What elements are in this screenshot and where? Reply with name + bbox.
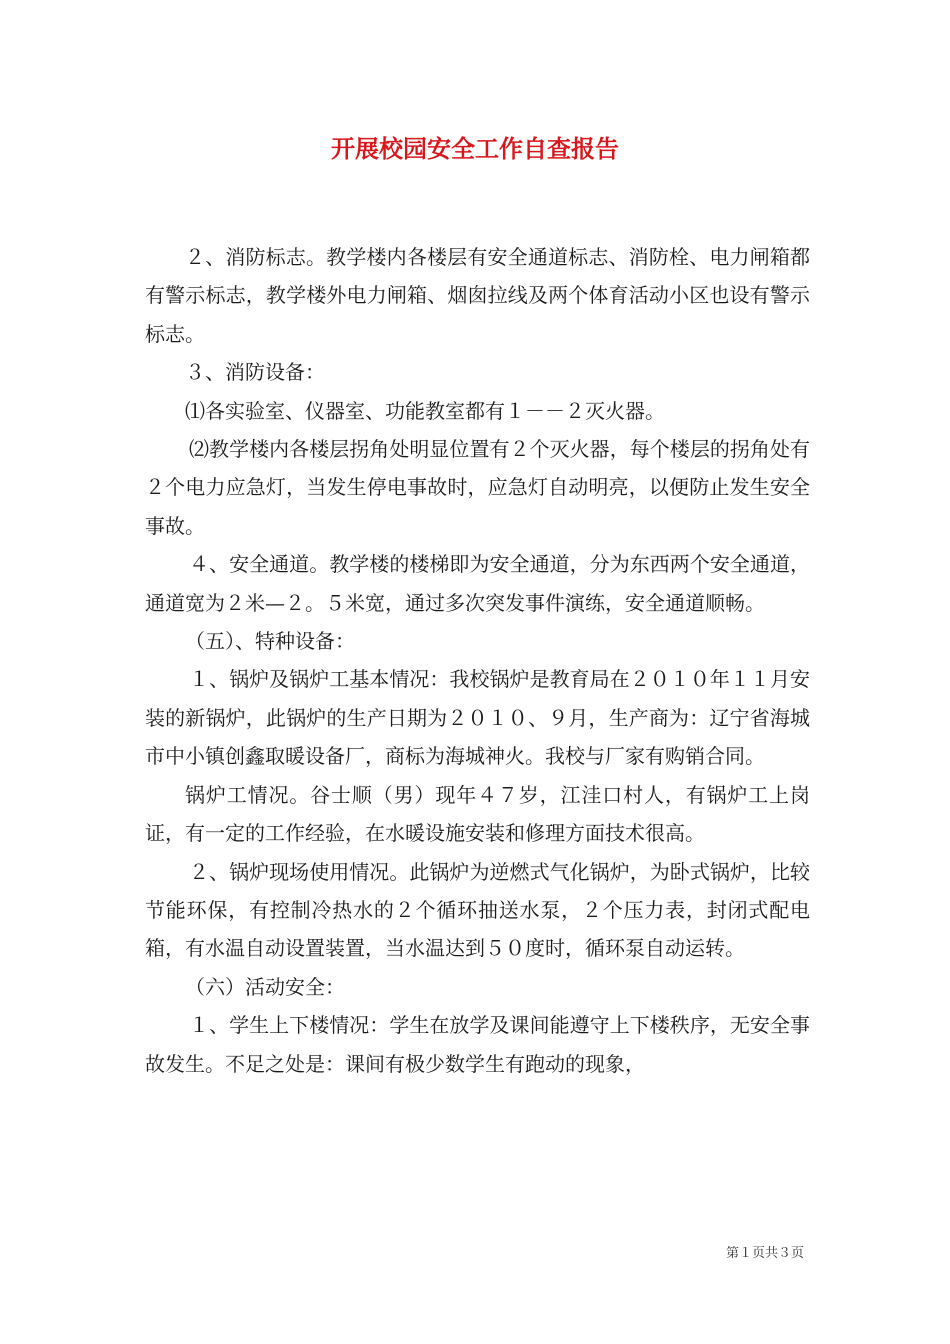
paragraph-fire-signs: ２、消防标志。教学楼内各楼层有安全通道标志、消防栓、电力闸箱都有警示标志，教学楼外电力闸箱、烟囱拉线及两个体育活动小区也设有警示标志。: [145, 245, 810, 346]
paragraph-extinguishers-floors: ⑵教学楼内各楼层拐角处明显位置有２个灭火器，每个楼层的拐角处有２个电力应急灯，当发生停电事故时，应急灯自动明亮，以便防止发生安全事故。: [145, 437, 810, 538]
paragraph-safety-passage: ４、安全通道。教学楼的楼梯即为安全通道，分为东西两个安全通道，通道宽为２米—２。５米宽，通过多次突发事件演练，安全通道顺畅。: [145, 552, 810, 615]
document-title: 开展校园安全工作自查报告: [331, 134, 619, 163]
paragraph-boiler-usage: ２、锅炉现场使用情况。此锅炉为逆燃式气化锅炉，为卧式锅炉，比较节能环保，有控制冷热水的２个循环抽送水泵，２个压力表，封闭式配电箱，有水温自动设置装置，当水温达到５０度时，循环泵自动运转。: [145, 859, 810, 961]
document-body: [145, 238, 810, 1083]
paragraph-special-equipment-heading: （五）、特种设备：: [185, 629, 355, 654]
paragraph-extinguishers-labs: ⑴各实验室、仪器室、功能教室都有１－－２灭火器。: [185, 398, 665, 423]
paragraph-stairs: １、学生上下楼情况：学生在放学及课间能遵守上下楼秩序，无安全事故发生。不足之处是：课间有极少数学生有跑动的现象，: [145, 1013, 810, 1076]
page-number: 第１页共３页: [725, 1246, 804, 1261]
paragraph-boiler-worker: 锅炉工情况。谷士顺（男）现年４７岁，江洼口村人，有锅炉工上岗证，有一定的工作经验，在水暖设施安装和修理方面技术很高。: [145, 782, 810, 846]
paragraph-activity-safety-heading: （六）活动安全：: [185, 974, 345, 999]
paragraph-fire-equipment-heading: ３、消防设备：: [185, 360, 325, 385]
paragraph-boiler-info: １、锅炉及锅炉工基本情况：我校锅炉是教育局在２０１０年１１月安装的新锅炉，此锅炉的生产日期为２０１０、９月，生产商为：辽宁省海城市中小镇创鑫取暖设备厂，商标为海城神火。我校与厂家有购销合同。: [145, 667, 810, 769]
